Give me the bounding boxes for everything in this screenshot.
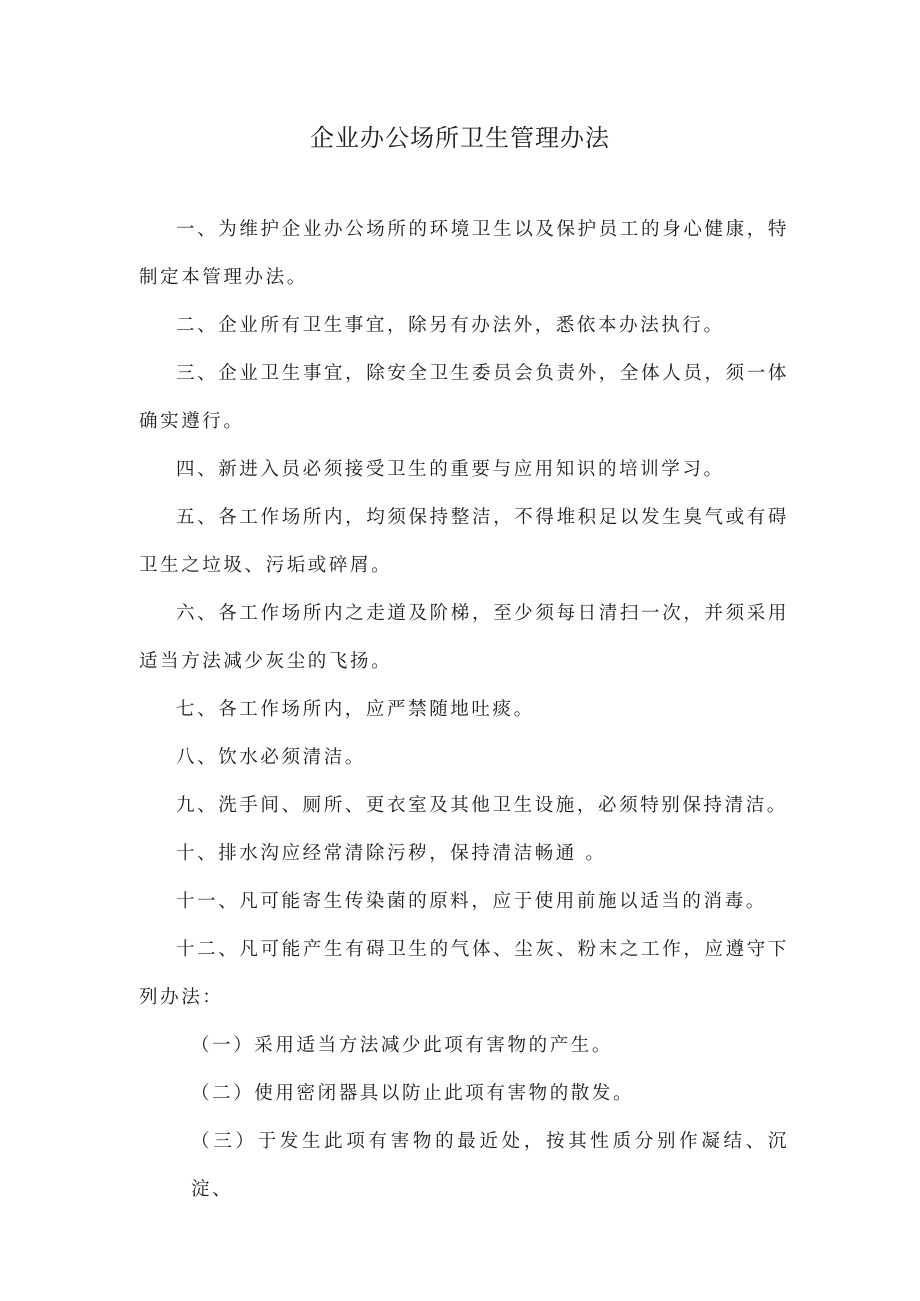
paragraph-4: 四、新进入员必须接受卫生的重要与应用知识的培训学习。 bbox=[176, 459, 725, 480]
paragraph-2: 二、企业所有卫生事宜，除另有办法外，悉依本办法执行。 bbox=[176, 315, 725, 336]
document-body bbox=[139, 206, 789, 1214]
paragraph-5: 五、各工作场所内，均须保持整洁，不得堆积足以发生臭气或有碍卫生之垃圾、污垢或碎屑。 bbox=[139, 507, 789, 576]
paragraph-9: 九、洗手间、厕所、更衣室及其他卫生设施，必须特别保持清洁。 bbox=[176, 795, 788, 816]
paragraph-7: 七、各工作场所内，应严禁随地吐痰。 bbox=[176, 699, 535, 720]
paragraph-11: 十一、凡可能寄生传染菌的原料，应于使用前施以适当的消毒。 bbox=[176, 891, 767, 912]
sub-item-2: （二）使用密闭器具以防止此项有害物的散发。 bbox=[191, 1083, 635, 1104]
page-title: 企业办公场所卫生管理办法 bbox=[310, 124, 610, 152]
sub-item-1: （一）采用适当方法减少此项有害物的产生。 bbox=[191, 1035, 614, 1056]
paragraph-6: 六、各工作场所内之走道及阶梯，至少须每日清扫一次，并须采用适当方法减少灰尘的飞扬。 bbox=[139, 603, 789, 672]
paragraph-1: 一、为维护企业办公场所的环境卫生以及保护员工的身心健康，特制定本管理办法。 bbox=[139, 219, 789, 288]
paragraph-8: 八、饮水必须清洁。 bbox=[176, 747, 366, 768]
paragraph-10: 十、排水沟应经常清除污秽，保持清洁畅通 。 bbox=[176, 843, 607, 864]
paragraph-3: 三、企业卫生事宜，除安全卫生委员会负责外，全体人员，须一体确实遵行。 bbox=[139, 363, 789, 432]
sub-item-3: （三）于发生此项有害物的最近处，按其性质分别作凝结、沉淀、 bbox=[191, 1131, 789, 1200]
paragraph-12: 十二、凡可能产生有碍卫生的气体、尘灰、粉末之工作，应遵守下列办法： bbox=[139, 939, 789, 1008]
